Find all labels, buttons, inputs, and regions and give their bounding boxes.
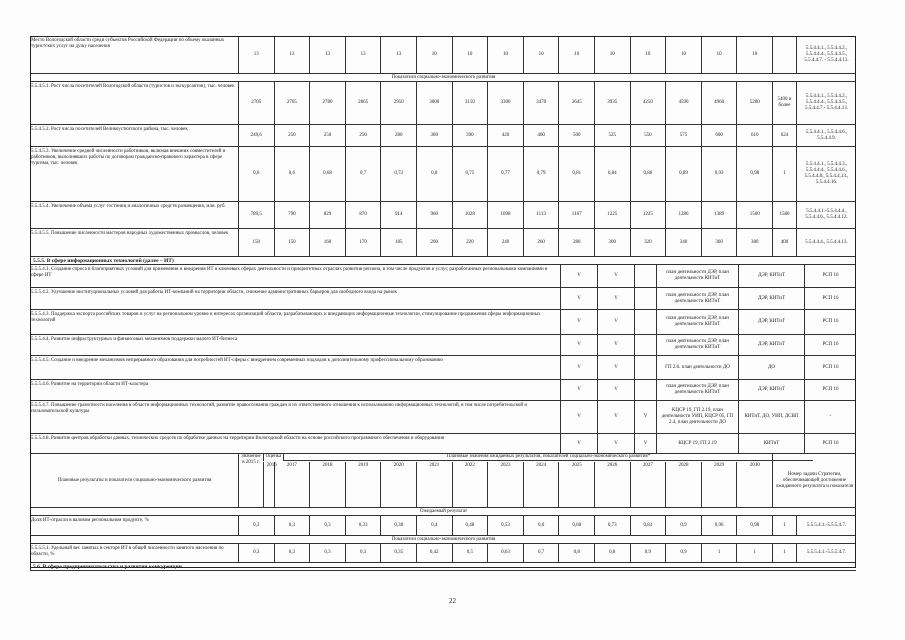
value-cell: 10 — [558, 36, 594, 73]
value-cell: 0,9 — [630, 544, 666, 562]
value-cell: 1098 — [487, 202, 523, 228]
value-cell: 960 — [416, 202, 452, 228]
value-cell: 870 — [345, 202, 381, 228]
value-cell: 0,3 — [238, 516, 274, 535]
value-cell: 4590 — [665, 82, 701, 124]
task-row — [30, 335, 856, 356]
value-cell: 0,3 — [309, 516, 345, 535]
indicator-group-heading: Показатели социально-экономического развития — [30, 74, 856, 81]
value-cell: 0,75 — [452, 147, 488, 201]
header-year: 2021 — [416, 462, 452, 507]
timeline-mark — [634, 265, 656, 287]
header-year: 2025 — [558, 462, 594, 507]
value-cell: 460 — [523, 125, 559, 146]
task-label: 5.5.5.4.1. Создание спроса в благоприятных условий для применения и внедрения ИТ в ключевых сферах деятельности и приоритетных отраслях развития региона, в том числе продуктов и услуг, разработанных региональными компаниями в сфере ИТ — [31, 267, 548, 278]
indicator-label: 5.5.5.5.1. Удельный вес занятых в секторе ИТ в общей численности занятого населения по области, % — [31, 546, 224, 557]
task-row — [30, 380, 856, 401]
value-cell: 0,6 — [274, 147, 310, 201]
value-cell: 0,7 — [345, 147, 381, 201]
resource-code: РСП 16 — [804, 434, 856, 453]
table-row — [30, 516, 856, 536]
value-cell: 0,48 — [452, 516, 488, 535]
value-cell: 420 — [487, 125, 523, 146]
header-task-number: Номер задачи Стратегии, обеспечивающей достижение ожидаемого результата и показателя — [772, 454, 856, 507]
task-label: 5.5.5.4.8. Развитие центров обработки данных, технических средств по обработке данных на территории Вологодской области на основе российского программного обеспечения и оборудования — [31, 436, 445, 441]
task-reference: 5.5.4.4.1., 5.5.4.4.6., 5.5.4.4.9. — [796, 125, 856, 146]
timeline-mark — [634, 356, 656, 379]
timeline-mark: V — [560, 401, 597, 433]
indicator-label: Место Вологодской области среди субъектов Российской Федерации по объему оказанных туристских услуг на душу населения — [31, 38, 225, 49]
task-reference: 5.5.5.4.1.-5.5.5.4.7. — [796, 516, 856, 535]
value-cell: 250 — [345, 125, 381, 146]
value-cell: 13 — [345, 36, 381, 73]
value-cell: 1028 — [452, 202, 488, 228]
header-year: 2028 — [665, 462, 701, 507]
responsible-body: КИТиТ — [738, 434, 804, 453]
header-indicator: Плановые результаты и показатели социально-экономического развития — [30, 454, 238, 507]
table-row — [30, 229, 856, 257]
task-row — [30, 356, 856, 380]
value-cell-extra: 400 — [772, 229, 796, 256]
responsible-body: ДЭР, КИТиТ — [738, 310, 804, 334]
timeline-mark: V — [597, 335, 634, 355]
value-cell: 0,42 — [416, 544, 452, 562]
table-row — [30, 202, 856, 229]
value-cell: 10 — [452, 36, 488, 73]
indicator-label: 5.5.4.5.1. Рост числа посетителей Вологодской области (туристов и экскурсантов), тыс. человек — [31, 84, 235, 89]
timeline-mark: V — [634, 434, 656, 453]
responsible-body: КИТиТ, ДО, УИП, ДСВП — [738, 401, 804, 433]
value-cell: 600 — [701, 125, 737, 146]
value-cell: 790 — [274, 202, 310, 228]
resource-code: - — [804, 401, 856, 433]
value-cell: 260 — [523, 229, 559, 256]
timeline-mark — [634, 288, 656, 309]
timeline-mark: V — [560, 265, 597, 287]
value-cell: 2705 — [274, 82, 310, 124]
task-row — [30, 434, 856, 454]
indicator-label: 5.5.4.5.5. Повышение численности мастеров народных художественных промыслов, человек — [31, 231, 229, 236]
implementing-document: план деятельности ДЭР, план деятельности КИТиТ — [656, 288, 738, 309]
value-cell: 250 — [274, 125, 310, 146]
task-row — [30, 265, 856, 288]
value-cell: 0,38 — [380, 516, 416, 535]
value-cell: 0,35 — [380, 544, 416, 562]
section-row — [30, 563, 856, 571]
value-cell: 10 — [736, 36, 772, 73]
value-cell: 13 — [380, 36, 416, 73]
value-cell: 1225 — [594, 202, 630, 228]
value-cell: 1 — [701, 544, 737, 562]
value-cell: 160 — [309, 229, 345, 256]
value-cell: 550 — [630, 125, 666, 146]
responsible-body: ДО — [738, 356, 804, 379]
implementing-document: план деятельности ДЭР, план деятельности КИТиТ — [656, 335, 738, 355]
value-cell: 0,68 — [309, 147, 345, 201]
resource-code: РСП 16 — [804, 265, 856, 287]
value-cell: 10 — [594, 36, 630, 73]
value-cell: 0,84 — [594, 147, 630, 201]
value-cell: 0,98 — [736, 147, 772, 201]
value-cell: 2780 — [309, 82, 345, 124]
task-reference: 5.5.4.4.4., 5.5.4.4.13. — [796, 229, 856, 256]
indicator-label: Доля ИТ-отрасли в валовом региональном продукте, % — [31, 518, 149, 523]
value-cell: 789,5 — [238, 202, 274, 228]
value-cell: 280 — [558, 229, 594, 256]
value-cell: 360 — [701, 229, 737, 256]
value-cell: 0,53 — [487, 516, 523, 535]
header-plan-title: Плановые значения ожидаемых результатов, показателей социально-экономического развития* — [283, 454, 813, 461]
responsible-body: ДЭР, КИТиТ — [738, 380, 804, 400]
table-header — [30, 454, 856, 508]
value-cell: 0,9 — [665, 516, 701, 535]
value-cell: 0,9 — [665, 544, 701, 562]
value-cell: 1389 — [701, 202, 737, 228]
header-year: 2020 — [380, 462, 416, 507]
value-cell: 10 — [416, 36, 452, 73]
value-cell: 250 — [309, 125, 345, 146]
table-row — [30, 125, 856, 147]
value-cell: 0,86 — [630, 147, 666, 201]
task-label: 5.5.5.4.6. Развитие на территории области ИТ-кластера — [31, 382, 149, 387]
value-cell: 0,72 — [380, 147, 416, 201]
value-cell: 10 — [701, 36, 737, 73]
header-year: 2029 — [701, 462, 737, 507]
section-row — [30, 536, 856, 544]
value-cell: 0,3 — [238, 544, 274, 562]
resource-code: РСП 16 — [804, 310, 856, 334]
value-cell: 280 — [380, 125, 416, 146]
value-cell: 150 — [238, 229, 274, 256]
value-cell: 2950 — [380, 82, 416, 124]
value-cell: 0,77 — [487, 147, 523, 201]
value-cell: 10 — [665, 36, 701, 73]
value-cell-extra: 624 — [772, 125, 796, 146]
table-row — [30, 147, 856, 202]
timeline-mark: V — [560, 335, 597, 355]
resource-code: РСП 16 — [804, 288, 856, 309]
timeline-mark: V — [634, 401, 656, 433]
page-number: 22 — [449, 597, 456, 605]
task-label: 5.5.5.4.7. Повышение грамотности населения в области информационных технологий, развитие правосознания граждан и их ответственного отношения к использованию информационных технологий, в том числе потребительской и пользовательской культуры — [31, 403, 528, 414]
timeline-mark: V — [560, 356, 597, 379]
value-cell: 1167 — [558, 202, 594, 228]
value-cell: 1 — [736, 544, 772, 562]
value-cell: 220 — [452, 229, 488, 256]
value-cell: 500 — [558, 125, 594, 146]
resource-code: РСП 16 — [804, 380, 856, 400]
timeline-mark: V — [597, 356, 634, 379]
value-cell: 0,96 — [701, 516, 737, 535]
value-cell: 0,81 — [558, 147, 594, 201]
header-year: 2023 — [487, 462, 523, 507]
responsible-body: ДЭР, КИТиТ — [738, 288, 804, 309]
value-cell: 0,89 — [665, 147, 701, 201]
timeline-mark: V — [597, 265, 634, 287]
section-row — [30, 74, 856, 82]
timeline-mark: V — [560, 434, 597, 453]
strategy-table — [30, 36, 856, 568]
value-cell: 185 — [380, 229, 416, 256]
task-reference: 5.5.4.4.1., 5.5.4.4.3., 5.5.4.4.4., 5.5.4.4.6., 5.5.4.4.8., 5.5.4.4.13., 5.5.4.4.16. — [796, 147, 856, 201]
task-label: 5.5.5.4.3. Поддержка экспорта российских товаров и услуг на региональном уровне в интересах организаций области, разрабатывающих и внедряющих информационные технологии, стимулирование продвижения сферы информационных технологий — [31, 312, 541, 323]
value-cell: 1113 — [523, 202, 559, 228]
value-cell: 0,68 — [558, 516, 594, 535]
timeline-mark: V — [597, 434, 634, 453]
value-cell: 2865 — [345, 82, 381, 124]
implementing-document: план деятельности ДЭР, план деятельности КИТиТ — [656, 265, 738, 287]
value-cell: 1286 — [665, 202, 701, 228]
value-cell: 3300 — [487, 82, 523, 124]
timeline-mark: V — [597, 310, 634, 334]
header-year: 2018 — [309, 462, 345, 507]
timeline-mark: V — [560, 288, 597, 309]
header-year: 2019 — [345, 462, 381, 507]
value-cell-extra: 1580 — [772, 202, 796, 228]
value-cell: 170 — [345, 229, 381, 256]
timeline-mark: V — [560, 380, 597, 400]
value-cell: 914 — [380, 202, 416, 228]
indicator-label: 5.5.4.5.2. Рост числа посетителей Великоустюгского района, тыс. человек — [31, 127, 188, 132]
responsible-body: ДЭР, КИТиТ — [738, 335, 804, 355]
indicator-label: 5.5.4.5.3. Увеличение средней численности работников, включая внешних совместителей и работников, выполнявших работы по договорам гражданско-правового характера в сфере туризма, тыс. человек — [31, 149, 226, 166]
task-label: 5.5.5.4.5. Создание и внедрение механизмов непрерывного образования для потребностей ИТ-сферы с внедрением современных подходов к дополнительному профессиональному образованию — [31, 358, 443, 363]
value-cell: 829 — [309, 202, 345, 228]
value-cell: 340 — [665, 229, 701, 256]
value-cell: 3150 — [452, 82, 488, 124]
value-cell: 13 — [309, 36, 345, 73]
value-cell: 4250 — [630, 82, 666, 124]
value-cell: 150 — [274, 229, 310, 256]
responsible-body: ДЭР, КИТиТ — [738, 265, 804, 287]
value-cell: 300 — [594, 229, 630, 256]
implementing-document: ГП 2.6. план деятельности ДО — [656, 356, 738, 379]
value-cell: 0,3 — [309, 544, 345, 562]
task-label: 5.5.5.4.4. Развитие инфраструктурных и финансовых механизмов поддержки малого ИТ-бизнеса — [31, 337, 238, 342]
expected-result-heading: Ожидаемый результат — [30, 508, 856, 515]
table-row — [30, 544, 856, 563]
value-cell: 3000 — [416, 82, 452, 124]
value-cell: 0,6 — [238, 147, 274, 201]
implementing-document: КЦСР 19, ГП 2.19 — [656, 434, 738, 453]
timeline-mark: V — [597, 380, 634, 400]
value-cell: 2705 — [238, 82, 274, 124]
timeline-mark: V — [597, 401, 634, 433]
task-row — [30, 310, 856, 335]
value-cell: 0,5 — [452, 544, 488, 562]
timeline-mark: V — [597, 288, 634, 309]
task-row — [30, 401, 856, 434]
task-reference: 5.5.5.4.1.-5.5.5.4.7. — [796, 544, 856, 562]
value-cell: 0,7 — [523, 544, 559, 562]
value-cell: 3645 — [558, 82, 594, 124]
header-year: 2030 — [736, 462, 772, 507]
value-cell: 320 — [630, 229, 666, 256]
header-year: 2017 — [274, 462, 310, 507]
value-cell: 200 — [416, 229, 452, 256]
value-cell: 390 — [452, 125, 488, 146]
value-cell-extra — [772, 36, 796, 73]
value-cell: 4960 — [701, 82, 737, 124]
value-cell: 0,98 — [736, 516, 772, 535]
value-cell: 0,93 — [701, 147, 737, 201]
implementing-document: план деятельности ДЭР, план деятельности КИТиТ — [656, 380, 738, 400]
value-cell: 10 — [487, 36, 523, 73]
header-year: 2024 — [523, 462, 559, 507]
task-reference: 5.5.4.4.1.-5.5.4.4.4., 5.5.4.4.6., 5.5.4.4.12. — [796, 202, 856, 228]
value-cell: 3935 — [594, 82, 630, 124]
value-cell: 575 — [665, 125, 701, 146]
value-cell: 249,6 — [238, 125, 274, 146]
value-cell-extra: 5400 и более — [772, 82, 796, 124]
value-cell: 0,3 — [345, 544, 381, 562]
task-label: 5.5.5.4.2. Улучшение институциональных условий для работы ИТ-компаний на территории области, снижение административных барьеров для свободного входа на рынок — [31, 290, 397, 295]
value-cell: 10 — [630, 36, 666, 73]
task-reference: 5.5.4.4.1., 5.5.4.4.2., 5.5.4.4.4., 5.5.4.4.5., 5.5.4.4.7. - 5.5.4.4.13. — [796, 36, 856, 73]
value-cell: 1225 — [630, 202, 666, 228]
value-cell: 240 — [487, 229, 523, 256]
value-cell-extra: 1 — [772, 516, 796, 535]
value-cell: 0,6 — [523, 516, 559, 535]
value-cell: 610 — [736, 125, 772, 146]
value-cell: 0,4 — [416, 516, 452, 535]
value-cell: 0,3 — [274, 544, 310, 562]
value-cell: 0,8 — [594, 544, 630, 562]
resource-code: РСП 16 — [804, 335, 856, 355]
value-cell: 380 — [736, 229, 772, 256]
timeline-mark: V — [560, 310, 597, 334]
value-cell: 0,63 — [487, 544, 523, 562]
value-cell: 0,79 — [523, 147, 559, 201]
value-cell: 0,3 — [274, 516, 310, 535]
value-cell-extra: 1 — [772, 147, 796, 201]
section-heading: 5.6. В сфере предпринимательства и развития конкуренции — [30, 563, 856, 570]
header-year: 2022 — [452, 462, 488, 507]
value-cell: 0,73 — [594, 516, 630, 535]
table-row — [30, 82, 856, 125]
value-cell: 300 — [416, 125, 452, 146]
value-cell: 1500 — [736, 202, 772, 228]
value-cell: 0,8 — [558, 544, 594, 562]
value-cell: 3470 — [523, 82, 559, 124]
header-year: 2016 — [263, 462, 280, 507]
timeline-mark — [634, 335, 656, 355]
indicator-label: 5.5.4.5.4. Увеличение объема услуг гостиниц и аналогичных средств размещения, млн. руб. — [31, 204, 226, 209]
implementing-document: план деятельности ДЭР, план деятельности КИТиТ — [656, 310, 738, 334]
value-cell: 13 — [274, 36, 310, 73]
header-year: 2026 — [594, 462, 630, 507]
value-cell: 10 — [523, 36, 559, 73]
header-year: 2027 — [630, 462, 666, 507]
header-base-value: Значение в 2015 г. — [238, 454, 263, 507]
indicator-group-heading: Показатели социально-экономического развития — [30, 536, 856, 543]
table-row — [30, 36, 856, 74]
timeline-mark — [634, 380, 656, 400]
value-cell: 0,8 — [416, 147, 452, 201]
resource-code: РСП 16 — [804, 356, 856, 379]
implementing-document: КЦСР 19, ГП 2.19, план деятельности УИП, КЦСР 05, ГП 2.4, план деятельности ДО — [656, 401, 738, 433]
value-cell: 5200 — [736, 82, 772, 124]
timeline-mark — [634, 310, 656, 334]
value-cell: 525 — [594, 125, 630, 146]
section-heading: 5.5.5. В сфере информационных технологий (далее – ИТ) — [30, 257, 856, 264]
value-cell-extra: 1 — [772, 544, 796, 562]
expected-result-row — [30, 508, 856, 516]
value-cell: 0,83 — [630, 516, 666, 535]
section-row — [30, 257, 856, 265]
task-row — [30, 288, 856, 310]
task-reference: 5.5.4.4.1., 5.5.4.4.2., 5.5.4.4.4., 5.5.4.4.5., 5.5.4.4.7.- 5.5.4.4.13. — [796, 82, 856, 124]
header-estimate: Оценка — [263, 454, 283, 461]
value-cell: 13 — [238, 36, 274, 73]
value-cell: 0,33 — [345, 516, 381, 535]
